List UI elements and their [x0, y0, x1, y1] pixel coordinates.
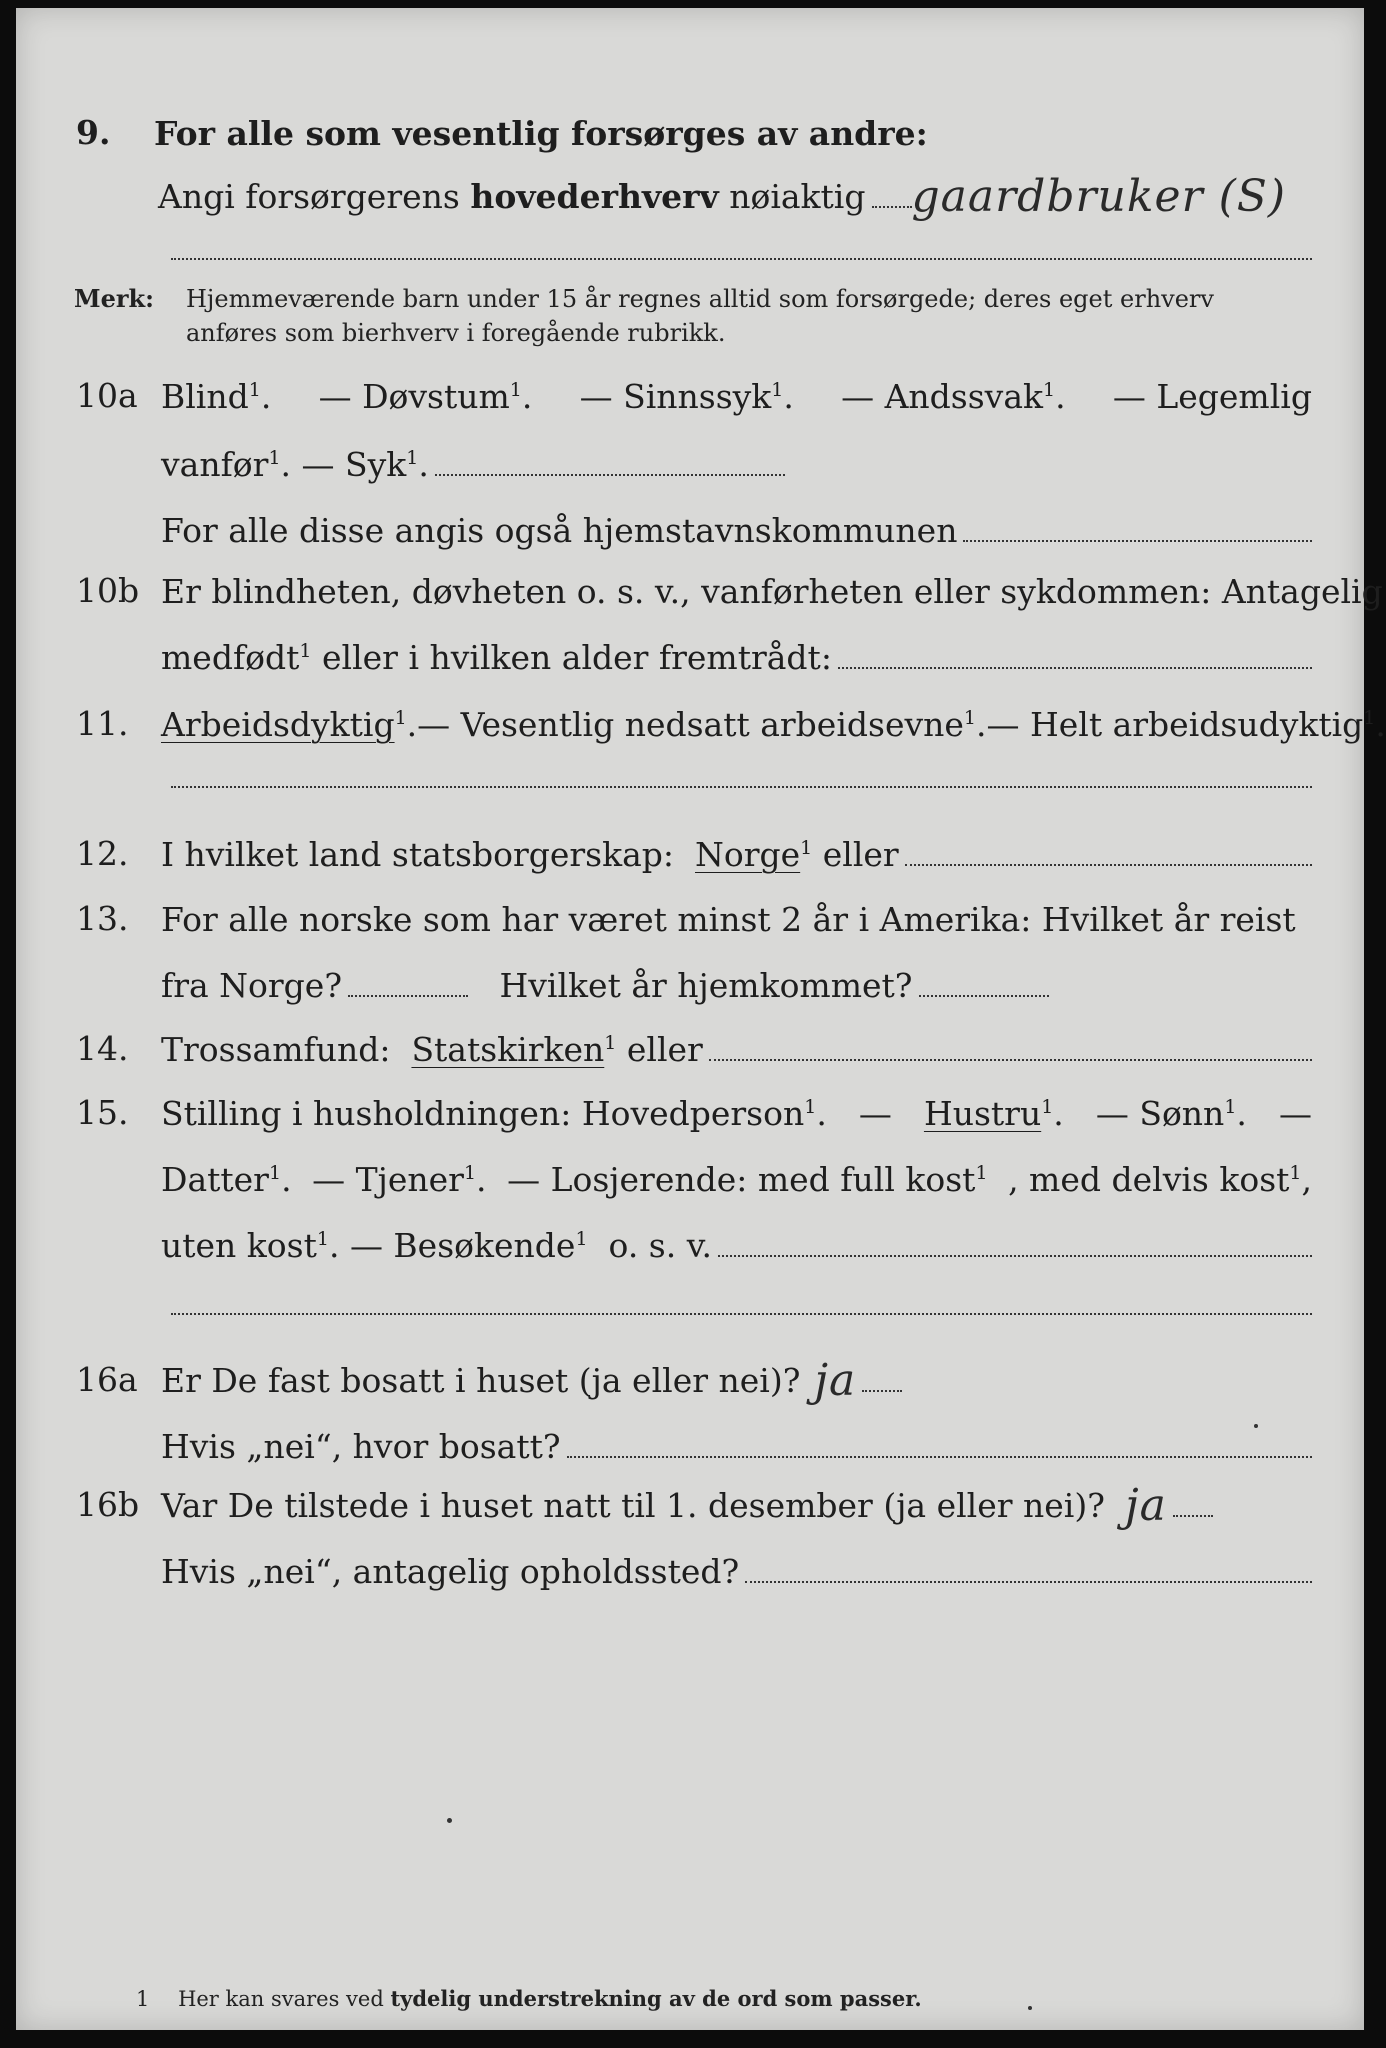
question-10a: 10a Blind$^1$. — Døvstum$^1$. — Sinnssyk$^1$. — Andssvak$^1$. — Legemlig	[16, 368, 1364, 424]
note-label: Merk:	[74, 284, 154, 313]
blank-line	[171, 258, 1312, 260]
blank-line	[171, 786, 1312, 788]
question-text: For alle som vesentlig forsørges av andre:	[154, 113, 928, 153]
question-11: 11. Arbeidsdyktig$^1$. — Vesentlig nedsatt arbeidsevne$^1$. — Helt arbeidsudyktig$^1$.	[16, 696, 1364, 752]
note-text-line-1: Hjemmeværende barn under 15 år regnes alltid som forsørgede; deres eget erhverv	[186, 285, 1214, 313]
question-13-line-2: fra Norge? Hvilket år hjemkommet?	[16, 957, 1364, 1013]
question-number: 14.	[76, 1029, 129, 1068]
question-number: 12.	[76, 834, 129, 873]
question-10a-line-2: vanfør$^1$. — Syk$^1$.	[16, 436, 1364, 492]
question-10b: 10b Er blindheten, døvheten o. s. v., vanførheten eller sykdommen: Antagelig	[16, 563, 1364, 619]
blank-line	[171, 1313, 1312, 1315]
question-13: 13. For alle norske som har været minst 2 år i Amerika: Hvilket år reist	[16, 891, 1364, 947]
handwritten-answer[interactable]: gaardbruker (S)	[911, 170, 1287, 222]
question-16a-line-2: Hvis „nei“, hvor bosatt?	[16, 1418, 1364, 1474]
question-14: 14. Trossamfund: Statskirken$^1$ eller	[16, 1021, 1364, 1077]
question-number: 9.	[76, 113, 111, 152]
footnote-marker: 1	[136, 1987, 150, 2011]
question-16b-line-2: Hvis „nei“, antagelig opholdssted?	[16, 1543, 1364, 1599]
note-text-line-2: anføres som bierhverv i foregående rubrikk.	[186, 319, 726, 347]
question-15-line-3: uten kost$^1$. — Besøkende$^1$ o. s. v.	[16, 1217, 1364, 1273]
footnote-text: Her kan svares ved	[178, 1987, 384, 2011]
question-number: 10a	[76, 376, 138, 415]
question-number: 13.	[76, 899, 129, 938]
question-number: 10b	[76, 571, 140, 610]
question-number: 16a	[76, 1360, 138, 1399]
footnote-emphasis: tydelig understrekning av de ord som passer.	[390, 1986, 922, 2011]
question-number: 15.	[76, 1093, 129, 1132]
question-9	[16, 105, 1364, 161]
question-12: 12. I hvilket land statsborgerskap: Norge$^1$ eller	[16, 826, 1364, 882]
handwritten-answer[interactable]: ja	[814, 1354, 857, 1406]
ink-speck	[447, 1818, 452, 1823]
question-10a-line-3: For alle disse angis også hjemstavnskommunen	[16, 502, 1364, 558]
census-form-page	[16, 8, 1386, 2030]
ink-speck	[1254, 1424, 1258, 1428]
question-number: 11.	[76, 704, 129, 743]
question-15-line-2: Datter$^1$. — Tjener$^1$. — Losjerende: med full kost$^1$ , med delvis kost$^1$,	[161, 1159, 1312, 1199]
ink-speck	[1028, 2006, 1032, 2010]
question-16a: 16a Er De fast bosatt i huset (ja eller nei)? ja	[16, 1352, 1364, 1408]
footnote	[136, 1986, 922, 2011]
handwritten-answer[interactable]: ja	[1124, 1479, 1167, 1531]
question-9-line-2: Angi forsørgerens hovederhverv nøiaktig gaardbruker (S)	[158, 170, 1287, 222]
question-15: 15. Stilling i husholdningen: Hovedperson$^1$. — Hustru$^1$. — Sønn$^1$. —	[16, 1085, 1364, 1141]
question-10b-line-2: medfødt$^1$ eller i hvilken alder fremtrådt:	[16, 629, 1364, 685]
question-number: 16b	[76, 1485, 140, 1524]
question-16b: 16b Var De tilstede i huset natt til 1. desember (ja eller nei)? ja	[16, 1477, 1364, 1533]
